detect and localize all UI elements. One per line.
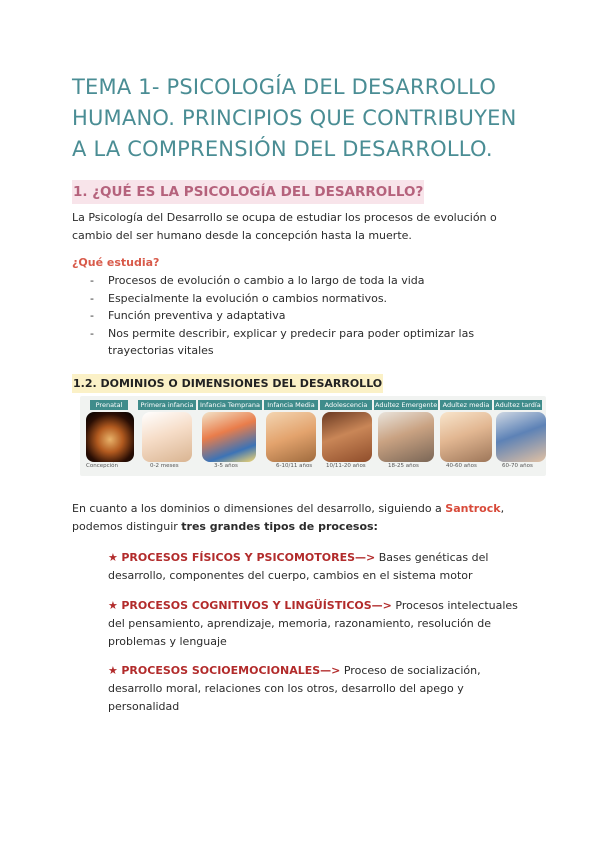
bullet-list <box>90 272 520 360</box>
star-icon: ★ <box>108 664 118 677</box>
process-item-cognitive <box>108 597 528 651</box>
process-title: PROCESOS SOCIOEMOCIONALES—> <box>121 664 341 677</box>
stage-age: 3-5 años <box>214 463 238 469</box>
stage-label: Adolescencia <box>320 400 372 410</box>
young-adults-photo <box>378 412 434 462</box>
stage-label: Adultez Emergente <box>375 401 438 409</box>
process-description: Bases genéticas del desarrollo, componentes del cuerpo, cambios en el sistema motor <box>108 551 489 582</box>
elderly-photo <box>496 412 546 462</box>
stage-age: Concepción <box>86 463 118 469</box>
list-item: - Procesos de evolución o cambio a lo largo de toda la vida <box>90 272 520 290</box>
page-title: TEMA 1- PSICOLOGÍA DEL DESARROLLO HUMANO. PRINCIPIOS QUE CONTRIBUYEN A LA COMPRENSIÓN DEL DESARROLLO. <box>72 75 517 161</box>
paragraph-text: En cuanto a los dominios o dimensiones del desarrollo, siguiendo a <box>72 502 446 515</box>
list-item: - Función preventiva y adaptativa <box>90 307 520 325</box>
star-icon: ★ <box>108 599 118 612</box>
stage-age: 0-2 meses <box>150 463 179 469</box>
baby-photo <box>142 412 192 462</box>
development-stages-image <box>80 396 546 476</box>
stage-age: 40-60 años <box>446 463 477 469</box>
star-icon: ★ <box>108 551 118 564</box>
author-name: Santrock <box>445 502 501 515</box>
paragraph-text: , podemos distinguir <box>72 502 505 533</box>
section-heading-1: 1. ¿QUÉ ES LA PSICOLOGÍA DEL DESARROLLO? <box>72 180 424 204</box>
stage-label: Primera infancia <box>138 400 196 410</box>
list-item: - Nos permite describir, explicar y predecir para poder optimizar las trayectorias vitales <box>90 325 520 360</box>
process-item-socioemotional <box>108 662 528 716</box>
middle-age-photo <box>440 412 492 462</box>
question-label: ¿Qué estudia? <box>72 256 160 269</box>
process-title: PROCESOS COGNITIVOS Y LINGÜÍSTICOS—> <box>121 599 392 612</box>
process-title: PROCESOS FÍSICOS Y PSICOMOTORES—> <box>121 551 376 564</box>
process-item-physical <box>108 549 528 585</box>
fetus-photo <box>86 412 134 462</box>
stage-age: 6-10/11 años <box>276 463 313 469</box>
intro-paragraph: La Psicología del Desarrollo se ocupa de estudiar los procesos de evolución o cambio del ser humano desde la concepción hasta la muerte. <box>72 211 497 242</box>
stage-age: 60-70 años <box>502 463 533 469</box>
stage-age: 18-25 años <box>388 463 419 469</box>
toddler-photo <box>202 412 256 462</box>
paragraph-bold: tres grandes tipos de procesos: <box>181 520 378 533</box>
domains-paragraph <box>72 500 528 536</box>
stage-label: Prenatal <box>90 400 128 410</box>
stage-label: Adultez media <box>440 400 492 410</box>
process-description: Proceso de socialización, desarrollo moral, relaciones con los otros, desarrollo del apego y personalidad <box>108 664 481 713</box>
section-heading-2: 1.2. DOMINIOS O DIMENSIONES DEL DESARROLLO <box>72 374 383 393</box>
process-description: Procesos intelectuales del pensamiento, aprendizaje, memoria, razonamiento, resolución de problemas y lenguaje <box>108 599 518 648</box>
list-item: - Especialmente la evolución o cambios normativos. <box>90 290 520 308</box>
stage-age: 10/11-20 años <box>326 463 366 469</box>
stage-label: Infancia Temprana <box>198 400 262 410</box>
stage-label: Adultez tardía <box>495 401 541 409</box>
children-photo <box>266 412 316 462</box>
stage-label: Infancia Media <box>264 400 318 410</box>
teenagers-photo <box>322 412 372 462</box>
